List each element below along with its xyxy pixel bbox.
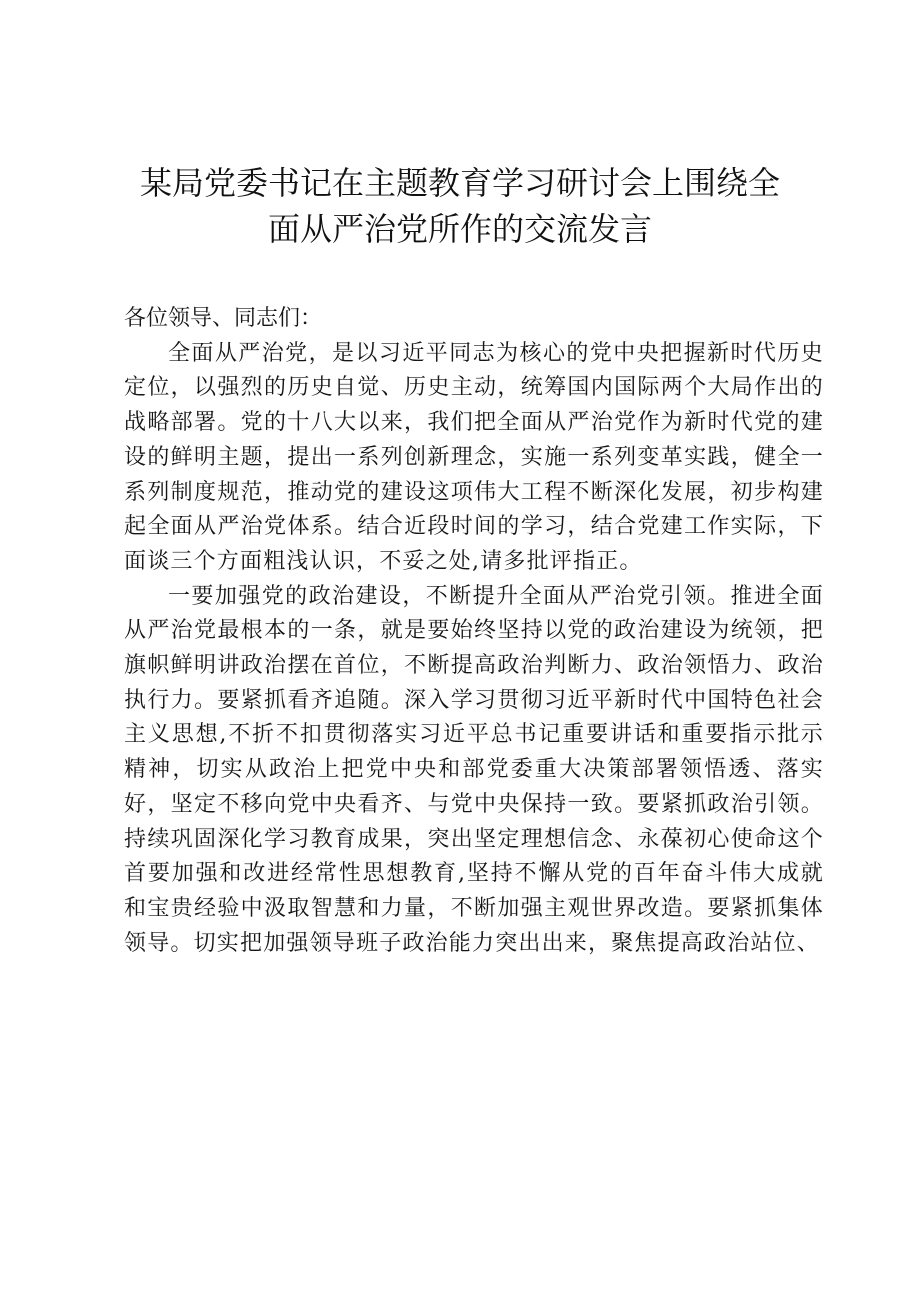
title-line-1: 某局党委书记在主题教育学习研讨会上围绕全 [139,164,780,202]
document-body [124,302,824,961]
document-title [100,160,820,252]
title-line-2: 面从严治党所作的交流发言 [267,210,652,248]
paragraph-political-building: 一要加强党的政治建设，不断提升全面从严治党引领。推进全面从严治党最根本的一条，就是要始终坚持以党的政治建设为统领，把旗帜鲜明讲政治摆在首位，不断提高政治判断力、政治领悟力、政治执行力。要紧抓看齐追随。深入学习贯彻习近平新时代中国特色社会主义思想,不折不扣贯彻落实习近平总书记重要讲话和重要指示批示精神，切实从政治上把党中央和部党委重大决策部署领悟透、落实好，坚定不移向党中央看齐、与党中央保持一致。要紧抓政治引领。持续巩固深化学习教育成果，突出坚定理想信念、永葆初心使命这个首要加强和改进经常性思想教育,坚持不懈从党的百年奋斗伟大成就和宝贵经验中汲取智慧和力量，不断加强主观世界改造。要紧抓集体领导。切实把加强领导班子政治能力突出出来，聚焦提高政治站位、 [124,583,824,956]
paragraph-intro: 全面从严治党，是以习近平同志为核心的党中央把握新时代历史定位，以强烈的历史自觉、历史主动，统筹国内国际两个大局作出的战略部署。党的十八大以来，我们把全面从严治党作为新时代党的建设的鲜明主题，提出一系列创新理念，实施一系列变革实践，健全一系列制度规范，推动党的建设这项伟大工程不断深化发展，初步构建起全面从严治党体系。结合近段时间的学习，结合党建工作实际，下面谈三个方面粗浅认识，不妥之处,请多批评指正。 [124,340,824,574]
salutation: 各位领导、同志们： [124,306,323,331]
